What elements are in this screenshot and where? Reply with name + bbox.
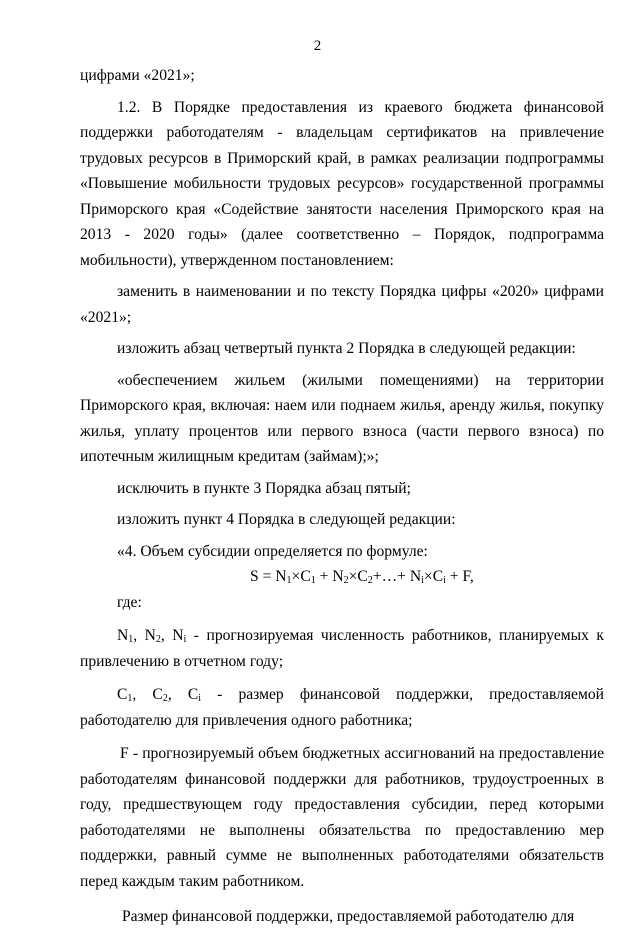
- symbol-sub: 2: [162, 693, 168, 704]
- symbol: , N: [160, 627, 184, 644]
- formula-part: ×C: [348, 568, 368, 585]
- symbol: N: [117, 627, 129, 644]
- definition-text: - прогнозируемая численность работников, планируемых к привлечению в отчетном году;: [80, 627, 604, 670]
- paragraph: F - прогнозируемый объем бюджетных ассигнований на предоставление работодателям финансовой поддержки для работников, трудоустроенных в году, предшествующем году предоставления субсидии, перед которыми работодателями не выполнены обязательства по предоставлению мер поддержки, равный сумме не выполненных работодателями обязательств перед каждым таким работником.: [80, 745, 604, 890]
- formula-part: N: [275, 568, 287, 585]
- symbol: , C: [132, 686, 163, 703]
- formula-sub: i: [421, 575, 424, 586]
- page-number: 2: [313, 38, 322, 54]
- definition-n: [80, 623, 604, 674]
- paragraph: цифрами «2021»;: [80, 67, 195, 84]
- formula-sub: 1: [286, 575, 292, 586]
- formula-part: ×C: [423, 568, 444, 585]
- paragraph: где:: [117, 593, 142, 611]
- paragraph: Размер финансовой поддержки, предоставляемой работодателю для: [122, 908, 575, 925]
- symbol-sub: i: [198, 693, 202, 704]
- formula-sub: 2: [367, 575, 373, 586]
- formula: [80, 564, 604, 590]
- formula-sub: 2: [343, 575, 349, 586]
- paragraph: исключить в пункте 3 Порядка абзац пятый;: [117, 479, 411, 497]
- paragraph: 1.2. В Порядке предоставления из краевого бюджета финансовой поддержки работодателям - владельцам сертификатов на привлечение трудовых ресурсов в Приморский край, в рамках реализации подпрограммы «Повышение мобильности трудовых ресурсов» государственной программы Приморского края «Содействие занятости населения Приморского края на 2013 - 2020 годы» (далее соответственно – Порядок, подпрограмма мобильности), утвержденном постановлением:: [80, 98, 604, 269]
- definition-c: [80, 682, 604, 733]
- formula-sub: 1: [310, 575, 316, 586]
- document-body: [80, 63, 604, 930]
- formula-sub: i: [443, 575, 446, 586]
- formula-part: + F,: [445, 568, 474, 585]
- symbol-sub: 1: [127, 693, 133, 704]
- paragraph: заменить в наименовании и по тексту Порядка цифры «2020» цифрами «2021»;: [80, 283, 604, 326]
- symbol-sub: 1: [128, 634, 134, 645]
- symbol: C: [117, 686, 128, 703]
- paragraph: «4. Объем субсидии определяется по формуле:: [117, 542, 428, 560]
- paragraph: изложить абзац четвертый пункта 2 Порядка в следующей редакции:: [117, 340, 576, 357]
- definition-text: - размер финансовой поддержки, предоставляемой работодателю для привлечения одного работника;: [80, 686, 604, 729]
- formula-part: ×C: [291, 568, 311, 585]
- symbol-sub: i: [183, 634, 187, 645]
- formula-part: S =: [250, 568, 276, 585]
- symbol: , C: [167, 686, 199, 703]
- formula-part: + N: [315, 568, 344, 585]
- formula-part: +…+ N: [372, 568, 422, 585]
- symbol: , N: [133, 627, 156, 644]
- paragraph: изложить пункт 4 Порядка в следующей редакции:: [117, 511, 456, 528]
- paragraph: «обеспечением жильем (жилыми помещениями) на территории Приморского края, включая: наем или поднаем жилья, аренду жилья, покупку жилья, уплату процентов или первого взноса (части первого взноса) по ипотечным жилищным кредитам (займам);»;: [80, 371, 604, 465]
- symbol-sub: 2: [155, 634, 161, 645]
